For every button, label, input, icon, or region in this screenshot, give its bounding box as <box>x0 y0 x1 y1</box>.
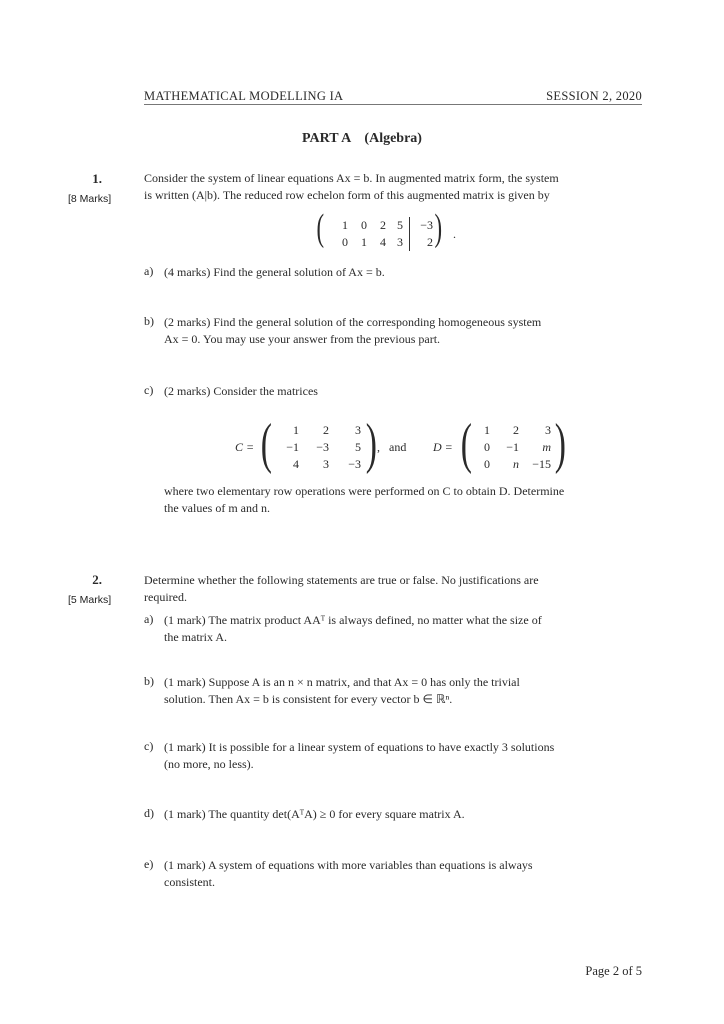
question-1-number: 1. <box>92 171 102 186</box>
matrix-d-cell: n <box>513 457 519 471</box>
matrix-d-cell: −1 <box>506 440 519 454</box>
question-1-marks: [8 Marks] <box>68 193 112 205</box>
rref-cell: 0 <box>342 235 348 249</box>
question-2-intro-line1: Determine whether the following statements are true or false. No justifications are <box>144 573 539 587</box>
rref-cell: 3 <box>397 235 403 249</box>
question-2-intro <box>144 572 644 605</box>
header-rule <box>144 104 642 105</box>
part-1c-text: (2 marks) Consider the matrices <box>164 384 318 398</box>
matrix-c-cell: −3 <box>348 457 361 471</box>
question-2-intro-line2: required. <box>144 589 187 604</box>
matrix-d-cell: m <box>542 440 551 454</box>
left-paren: ( <box>260 413 272 475</box>
part-2a-line2: the matrix A. <box>164 629 227 644</box>
part-1c-followup-line1: where two elementary row operations were performed on C to obtain D. Determine <box>164 484 565 498</box>
matrix-c-cell: 5 <box>355 440 361 454</box>
part-1c-label: c) <box>144 383 154 397</box>
part-1a-label: a) <box>144 264 154 278</box>
part-2b-line2: solution. Then Ax = b is consistent for every vector b ∈ ℝⁿ. <box>164 691 453 706</box>
left-paren: ( <box>316 207 325 249</box>
rref-matrix <box>316 207 468 253</box>
matrix-d <box>433 413 583 476</box>
rref-trailing-period: . <box>453 227 456 241</box>
part-2d-label: d) <box>144 806 154 820</box>
right-paren: ) <box>554 413 566 475</box>
part-1b-text <box>164 314 644 347</box>
part-1b-label: b) <box>144 314 154 328</box>
part-2e-text <box>164 857 644 890</box>
rref-cell: 2 <box>427 235 433 249</box>
part-2a-text <box>164 612 644 645</box>
page-title: PART A (Algebra) <box>302 131 422 146</box>
question-2-number: 2. <box>92 572 102 587</box>
right-paren: ) <box>365 413 377 475</box>
rref-cell: 0 <box>361 218 367 232</box>
matrix-c-cell: 2 <box>323 423 329 437</box>
header-session: SESSION 2, 2020 <box>546 89 642 103</box>
part-2c-label: c) <box>144 739 154 753</box>
part-1c-followup-line2: the values of m and n. <box>164 500 270 515</box>
part-2e-line2: consistent. <box>164 874 215 889</box>
matrix-d-cell: 1 <box>484 423 490 437</box>
matrix-c-label: C = <box>235 440 255 454</box>
part-2b-text <box>164 674 644 707</box>
matrix-c <box>235 413 395 476</box>
matrix-d-cell: 0 <box>484 440 490 454</box>
and-text: , and <box>377 440 407 454</box>
matrix-c-cell: 1 <box>293 423 299 437</box>
question-1-intro-line1: Consider the system of linear equations Ax = b. In augmented matrix form, the system <box>144 171 559 185</box>
matrix-d-cell: 2 <box>513 423 519 437</box>
left-paren: ( <box>460 413 472 475</box>
part-2c-line1: (1 mark) It is possible for a linear system of equations to have exactly 3 solutions <box>164 740 555 754</box>
matrix-c-cell: 3 <box>323 457 329 471</box>
matrix-d-label: D = <box>433 440 453 454</box>
matrix-d-cell: 3 <box>545 423 551 437</box>
page-number: Page 2 of 5 <box>585 964 642 978</box>
part-2d-text: (1 mark) The quantity det(AᵀA) ≥ 0 for every square matrix A. <box>164 807 465 821</box>
rref-cell: −3 <box>420 218 433 232</box>
part-1b-line1: (2 marks) Find the general solution of the corresponding homogeneous system <box>164 315 542 329</box>
part-1c-followup <box>164 483 644 516</box>
question-1-intro <box>144 170 644 203</box>
part-2a-label: a) <box>144 612 154 626</box>
part-2b-line1: (1 mark) Suppose A is an n × n matrix, and that Ax = 0 has only the trivial <box>164 675 520 689</box>
rref-cell: 2 <box>380 218 386 232</box>
question-2-marks: [5 Marks] <box>68 594 112 606</box>
right-paren: ) <box>434 207 443 249</box>
matrix-c-cell: −3 <box>316 440 329 454</box>
matrix-c-cell: 3 <box>355 423 361 437</box>
matrix-c-cell: −1 <box>286 440 299 454</box>
part-2e-label: e) <box>144 857 154 871</box>
rref-cell: 1 <box>361 235 367 249</box>
rref-cell: 5 <box>397 218 403 232</box>
header-course-title: MATHEMATICAL MODELLING IA <box>144 89 344 103</box>
part-2a-line1: (1 mark) The matrix product AAᵀ is always defined, no matter what the size of <box>164 613 542 627</box>
part-1a-text: (4 marks) Find the general solution of Ax = b. <box>164 265 385 279</box>
rref-cell: 4 <box>380 235 386 249</box>
part-2c-line2: (no more, no less). <box>164 756 254 771</box>
rref-cell: 1 <box>342 218 348 232</box>
part-2c-text <box>164 739 644 772</box>
matrix-d-cell: 0 <box>484 457 490 471</box>
part-1b-line2: Ax = 0. You may use your answer from the previous part. <box>164 331 441 346</box>
matrix-d-cell: −15 <box>532 457 551 471</box>
question-1-intro-line2: is written (A|b). The reduced row echelon form of this augmented matrix is given by <box>144 187 550 202</box>
part-2e-line1: (1 mark) A system of equations with more variables than equations is always <box>164 858 533 872</box>
augment-bar <box>409 217 410 251</box>
matrix-c-cell: 4 <box>293 457 299 471</box>
part-2b-label: b) <box>144 674 154 688</box>
